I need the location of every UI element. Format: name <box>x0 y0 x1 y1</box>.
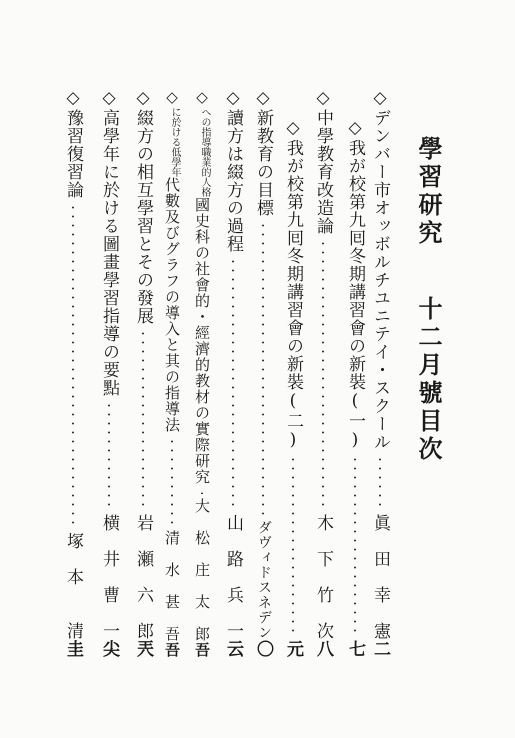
entry-title: 我が校第九囘冬期講習會の新裝(一) <box>345 139 365 451</box>
diamond-bullet-icon: ◇ <box>283 118 303 139</box>
entry-author: 眞 田 幸 憲 <box>370 514 390 640</box>
dot-leader <box>322 239 324 510</box>
entry-subtitle-line: への指導 <box>199 107 210 147</box>
dot-leader <box>72 203 74 528</box>
toc-entry <box>100 88 117 658</box>
dot-leader <box>142 329 144 510</box>
toc-entry <box>134 88 151 658</box>
diamond-bullet-icon: ◇ <box>223 88 243 109</box>
entry-page-number: 〇 <box>253 640 273 658</box>
diamond-bullet-icon: ◇ <box>345 118 365 139</box>
dot-leader <box>171 437 173 526</box>
journal-title: 學習研究 <box>414 136 443 248</box>
entry-subtitle <box>169 107 179 177</box>
dot-leader <box>379 455 381 510</box>
diamond-bullet-icon: ◇ <box>253 88 273 109</box>
dot-leader <box>262 221 264 516</box>
toc-entry <box>346 118 363 658</box>
entry-author: 横 井 曹 一 <box>99 514 119 640</box>
issue-subtitle: 十二月號目次 <box>414 296 443 464</box>
entry-page-number: 吾 <box>163 642 181 658</box>
toc-entry <box>371 88 388 658</box>
diamond-bullet-icon: ◇ <box>63 88 83 109</box>
entry-title: 中學教育改造論 <box>313 109 333 235</box>
entry-page-number: 二 <box>370 640 390 658</box>
entry-title: 讀方は綴方の過程 <box>223 109 243 253</box>
entry-author: 山 路 兵 一 <box>223 514 243 640</box>
entry-title: 高學年に於ける圖畫學習指導の要點 <box>99 109 119 397</box>
entry-page-number: 七 <box>345 640 365 658</box>
diamond-bullet-icon: ◇ <box>370 88 390 109</box>
entry-subtitle <box>199 107 209 197</box>
entry-title: デンバー市オッボルチユニテイ・スクール <box>370 109 390 451</box>
diamond-bullet-icon: ◇ <box>99 88 119 109</box>
entry-page-number: 元 <box>283 640 303 658</box>
toc-entry <box>254 88 271 658</box>
entry-page-number: 云 <box>223 640 243 658</box>
entry-page-number: 圭 <box>63 640 83 658</box>
toc-entry <box>284 118 301 658</box>
diamond-bullet-icon: ◇ <box>133 88 153 109</box>
entry-title: 代數及びグラフの導入と其の指導法 <box>163 177 181 433</box>
entry-author: 岩 瀬 六 郎 <box>133 514 153 640</box>
dot-leader <box>292 455 294 636</box>
toc-entry <box>194 88 209 658</box>
entry-subtitle-line: 職業的人格 <box>199 147 210 197</box>
entry-title: 國史科の社會的・經濟的教材の實際研究 <box>193 197 211 485</box>
diamond-bullet-icon: ◇ <box>313 88 333 109</box>
entry-subtitle-line: 低學年 <box>169 147 180 177</box>
diamond-bullet-icon: ◇ <box>193 88 211 107</box>
entry-title: 新教育の目標 <box>253 109 273 217</box>
issue-title <box>414 136 443 556</box>
entry-page-number: 尖 <box>99 640 119 658</box>
entry-author: 木 下 竹 次 <box>313 514 333 640</box>
entry-page-number: 兲 <box>133 640 153 658</box>
entry-author: 清 水 甚 吾 <box>163 530 181 642</box>
dot-leader <box>201 489 203 494</box>
entry-title: 我が校第九囘冬期講習會の新裝(二) <box>283 139 303 451</box>
entry-page-number: 吾 <box>193 642 211 658</box>
entry-title: 綴方の相互學習とその發展 <box>133 109 153 325</box>
toc-entry <box>64 88 81 658</box>
dot-leader <box>108 401 110 510</box>
dot-leader <box>232 257 234 510</box>
entry-author: 大 松 庄 太 郎 <box>193 498 211 642</box>
dot-leader <box>354 455 356 636</box>
diamond-bullet-icon: ◇ <box>163 88 181 107</box>
toc-entry <box>164 88 179 658</box>
entry-author: ダヴィドスネデン <box>256 520 272 640</box>
entry-author: 塚 本 清 <box>63 532 83 640</box>
entry-title: 豫習復習論 <box>63 109 83 199</box>
toc-entry <box>224 88 241 658</box>
entry-page-number: 八 <box>313 640 333 658</box>
toc-entry <box>314 88 331 658</box>
entry-subtitle-line: に於ける <box>169 107 180 147</box>
